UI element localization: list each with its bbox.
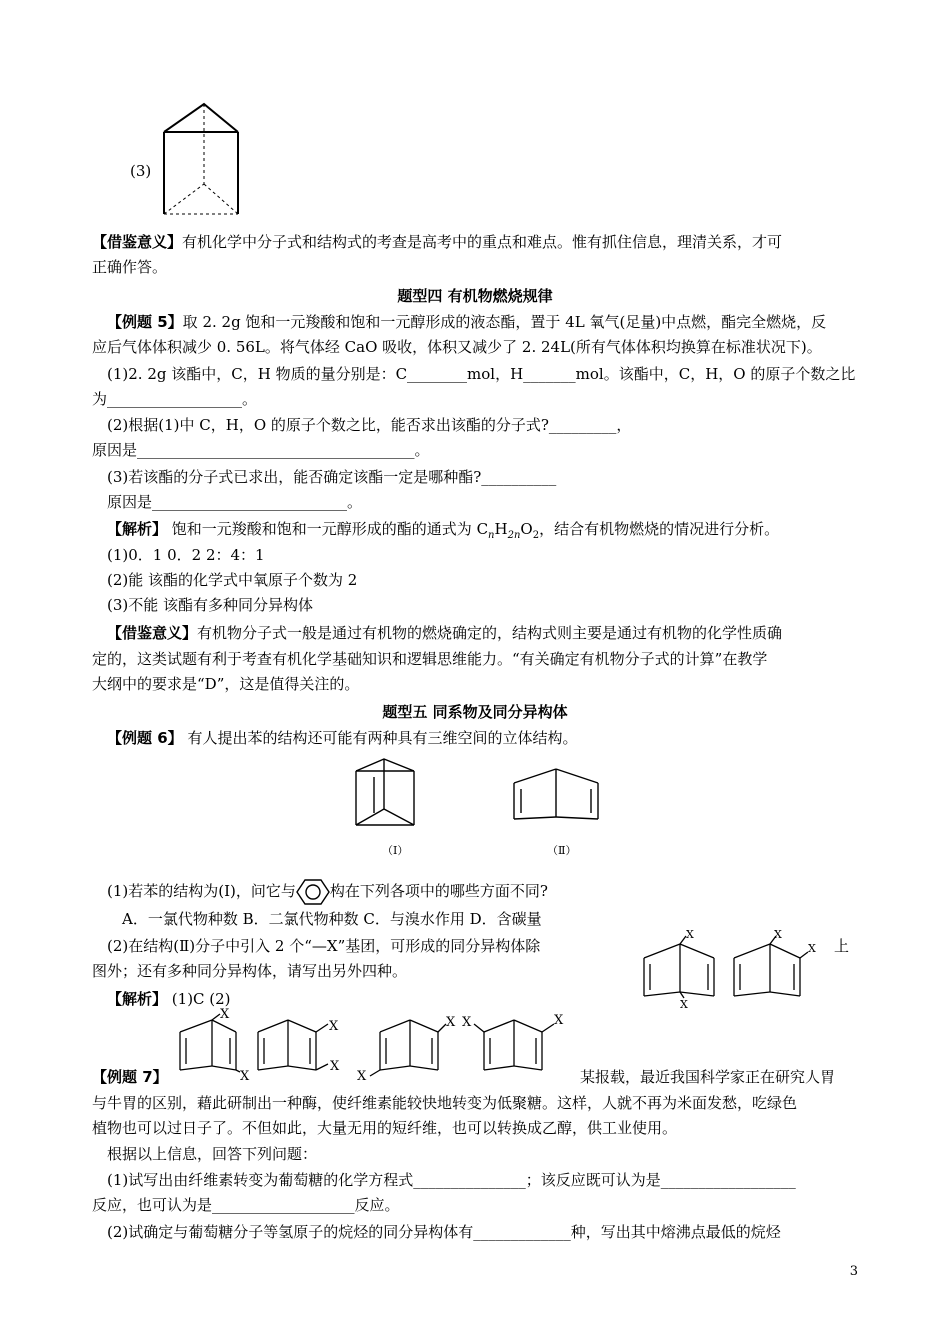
substituent-x: X <box>808 942 816 955</box>
substituent-x: X <box>446 1015 456 1030</box>
substituent-x: X <box>357 1069 367 1082</box>
example-5-q1b: 为__________________。 <box>92 390 258 408</box>
structure-I-caption: （Ⅰ） <box>382 844 409 857</box>
jiejian-tag: 【借鉴意义】 <box>92 233 183 251</box>
example-5-q2b: 原因是_____________________________________。 <box>92 441 430 459</box>
figure-label-3: (3) <box>130 162 152 180</box>
example-7-line1: 某报载，最近我国科学家正在研究人胃 <box>580 1068 836 1086</box>
example-5-line1: 【例题 5】取 2. 2g 饱和一元羧酸和饱和一元醇形成的液态酯，置于 4L 氧气(足量)中点燃，酯完全燃烧，反 <box>107 313 827 331</box>
example-7-line3: 植物也可以过日子了。不但如此，大量无用的短纤维，也可以转换成乙醇，供工业使用。 <box>92 1119 678 1137</box>
substituent-x: X <box>554 1013 564 1028</box>
substituent-x: X <box>686 928 694 941</box>
section-title-4: 题型四 有机物燃烧规律 <box>397 287 553 305</box>
jiejian-paragraph-2-line2: 定的，这类试题有利于考查有机化学基础知识和逻辑思维能力。“有关确定有机物分子式的计算”在教学 <box>92 650 768 668</box>
example-7-q2: (2)试确定与葡萄糖分子等氢原子的烷烃的同分异构体有_____________种，写出其中熔沸点最低的烷烃 <box>107 1223 781 1241</box>
analysis-6: 【解析】 (1)C (2) <box>107 990 231 1008</box>
example-6-q1: (1)若苯的结构为(Ⅰ)，问它与 构在下列各项中的哪些方面不同? <box>107 879 548 905</box>
example-7-q1a: (1)试写出由纤维素转变为葡萄糖的化学方程式_______________；该反应既可认为是__________________ <box>107 1171 796 1189</box>
analysis-5-a1: (1)0．1 0．2 2：4：1 <box>107 546 265 564</box>
structure-II-dewar-figure <box>510 767 602 823</box>
benzene-ring-icon <box>296 879 330 905</box>
example-5-q1a: (1)2. 2g 该酯中，C，H 物质的量分别是：C________mol，H_______mol。该酯中，C，H，O 的原子个数之比 <box>107 365 856 383</box>
example-6-q2b: 图外；还有多种同分异构体，请写出另外四种。 <box>92 962 408 980</box>
example-7-q1b: 反应，也可认为是___________________反应。 <box>92 1196 400 1214</box>
jiejian-paragraph-2-line3: 大纲中的要求是“D”，这是值得关注的。 <box>92 675 360 693</box>
jiejian-paragraph-1: 【借鉴意义】有机化学中分子式和结构式的考查是高考中的重点和难点。惟有抓住信息，理清关系，才可 <box>92 233 783 251</box>
example-6-q2a-end: 上 <box>834 937 850 955</box>
example-7-tag: 【例题 7】 <box>92 1068 168 1086</box>
substituent-x: X <box>329 1019 339 1034</box>
substituent-x: X <box>462 1015 472 1030</box>
section-title-5: 题型五 同系物及同分异构体 <box>382 703 568 721</box>
example-5-q3b: 原因是__________________________。 <box>107 493 363 511</box>
substituent-x: X <box>774 928 782 941</box>
analysis-5: 【解析】 饱和一元羧酸和饱和一元醇形成的酯的通式为 $C_nH_{2n}O_2$，结合有机物燃烧的情况进行分析。 <box>107 520 780 541</box>
structure-I-prism-figure <box>354 757 418 829</box>
substituent-x: X <box>680 998 688 1008</box>
example-6-q2a: (2)在结构(Ⅱ)分子中引入 2 个“—X”基团，可形成的同分异构体除 <box>107 937 541 955</box>
substituent-x: X <box>220 1008 230 1022</box>
substituent-x: X <box>330 1059 340 1074</box>
example-6-options: A．一氯代物种数 B．二氯代物种数 C．与溴水作用 D．含碳量 <box>122 910 542 928</box>
example-7-line4: 根据以上信息，回答下列问题： <box>107 1145 318 1163</box>
structure-II-caption: （Ⅱ） <box>547 844 577 857</box>
substituent-x: X <box>240 1069 250 1082</box>
jiejian-paragraph-1-line2: 正确作答。 <box>92 258 168 276</box>
example-5-q3a: (3)若该酯的分子式已求出，能否确定该酯一定是哪种酯?__________ <box>107 468 557 486</box>
prism-figure-top <box>160 100 244 220</box>
analysis-5-a3: (3)不能 该酯有多种同分异构体 <box>107 596 314 614</box>
page-number: 3 <box>849 1264 858 1279</box>
example-5-line2: 应后气体体积减少 0. 56L。将气体经 CaO 吸收，体积又减少了 2. 24L(所有气体体积均换算在标准状况下)。 <box>92 338 822 356</box>
example-5-q2a: (2)根据(1)中 C，H，O 的原子个数之比，能否求出该酯的分子式?_________， <box>107 416 632 434</box>
jiejian-paragraph-2: 【借鉴意义】有机物分子式一般是通过有机物的燃烧确定的，结构式则主要是通过有机物的化学性质确 <box>107 624 783 642</box>
analysis-5-a2: (2)能 该酯的化学式中氧原子个数为 2 <box>107 571 358 589</box>
example-6-intro: 【例题 6】 有人提出苯的结构还可能有两种具有三维空间的立体结构。 <box>107 729 578 747</box>
answer-isomers-figure <box>174 1008 574 1082</box>
given-isomers-figure <box>636 926 826 1008</box>
example-7-line2: 与牛胃的区别，藉此研制出一种酶，使纤维素能较快地转变为低聚糖。这样，人就不再为米面发愁，吃绿色 <box>92 1094 798 1112</box>
